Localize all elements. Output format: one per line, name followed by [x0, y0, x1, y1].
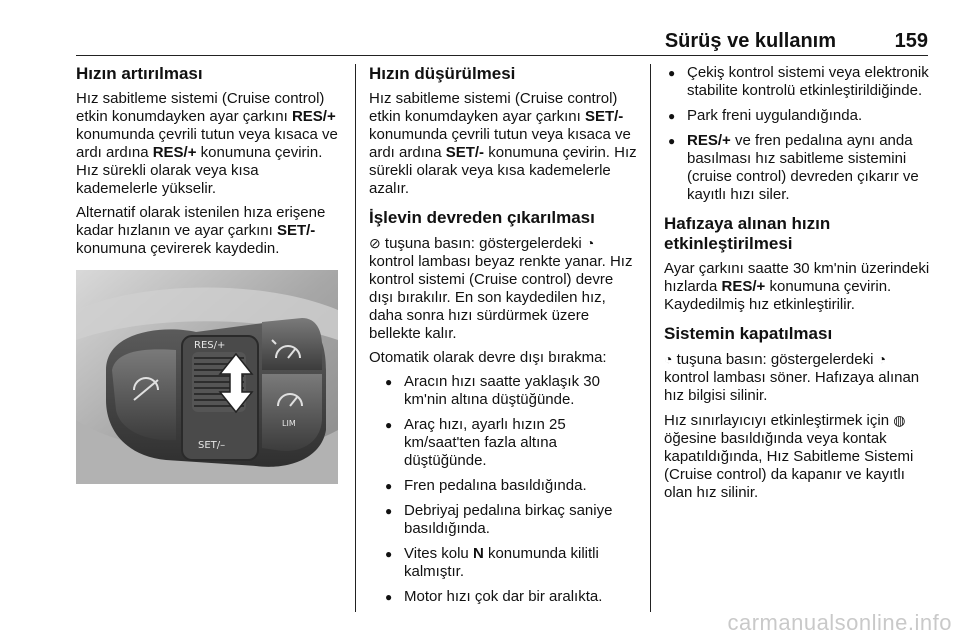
watermark: carmanualsonline.info: [727, 610, 952, 635]
text-run: Ayar çarkını saatte 30 km'nin üzerindeki hızlarda: [664, 260, 930, 295]
bold-term-set: SET/-: [445, 144, 485, 161]
section-heading-deactivation: İşlevin devreden çıkarılması: [369, 208, 595, 227]
bold-term-res: RES/+: [152, 144, 197, 161]
section-heading-switch-off: Sistemin kapatılması: [664, 324, 833, 343]
bold-term-set: SET/-: [276, 222, 316, 239]
lim-label: LIM: [282, 419, 296, 428]
column-divider-1: [355, 64, 356, 612]
section-heading-speed-increase: Hızın artırılması: [76, 64, 203, 83]
text-run: Vites kolu: [404, 545, 473, 562]
text-run: konumuna çevirerek kaydedin.: [76, 240, 280, 257]
list-item: ● Araç hızı, ayarlı hızın 25 km/saat'ten fazla altına düştüğünde.: [381, 416, 637, 470]
page-header: [76, 26, 928, 56]
cruise-control-lamp-icon: ◔: [877, 351, 887, 367]
auto-deactivation-list: [381, 373, 637, 606]
paragraph-limiter: [664, 411, 932, 502]
bold-term-res: RES/+: [721, 278, 766, 295]
list-item: ● Motor hızı çok dar bir aralıkta.: [381, 588, 637, 606]
list-item: [664, 132, 932, 204]
column-divider-2: [650, 64, 651, 612]
paragraph-switch-off: [664, 350, 932, 405]
text-run: kontrol lambası söner. Hafızaya alınan hız bilgisi silinir.: [664, 369, 920, 404]
speed-limiter-icon: ◍: [893, 412, 906, 428]
bold-term-res: RES/+: [291, 108, 336, 125]
text-run: konumunda kilitli kalmıştır.: [404, 545, 599, 580]
list-item: ● Fren pedalına basıldığında.: [381, 477, 637, 495]
paragraph-auto-deactivation-intro: Otomatik olarak devre dışı bırakma:: [369, 349, 607, 366]
text-run: kontrol lambası beyaz renkte yanar. Hız kontrol sistemi (Cruise control) devre dışı bırakılır. En son kaydedilen hız, daha sonra hızı sürdürmek üzere bellekte kalır.: [369, 253, 633, 342]
bold-term-set: SET/-: [584, 108, 624, 125]
list-item: ● Çekiş kontrol sistemi veya elektronik stabilite kontrolü etkinleştirildiğinde.: [664, 64, 932, 100]
cruise-control-lamp-icon: ◔: [664, 351, 673, 367]
text-run: öğesine basıldığında veya kontak kapatıldığında, Hız Sabitleme Sistemi (Cruise control) da kapanır ve kayıtlı olan hız silinir.: [664, 430, 914, 501]
column-3: [664, 64, 932, 508]
paragraph-speed-increase: [76, 90, 344, 198]
steering-wheel-illustration: [76, 270, 338, 484]
text-run: Hız sabitleme sistemi (Cruise control) etkin konumdayken ayar çarkını: [369, 90, 618, 125]
text-run: ve fren pedalına aynı anda basılması hız sabitleme sistemini (cruise control) devreden çıkarır ve kayıtlı hızı siler.: [687, 132, 919, 203]
steering-wheel-controls-figure: [76, 270, 338, 484]
paragraph-deactivation: [369, 234, 637, 343]
bold-term-res: RES/+: [687, 132, 731, 149]
text-run: konumunda çevrili tutun veya kısaca ve ardı ardına: [76, 126, 338, 161]
bold-term-n: N: [472, 545, 484, 562]
paragraph-speed-decrease: [369, 90, 637, 198]
list-item: ● Debriyaj pedalına birkaç saniye basıldığında.: [381, 502, 637, 538]
cancel-cruise-icon: ⊘: [369, 235, 381, 251]
page-number: 159: [894, 30, 928, 52]
paragraph-resume-speed: [664, 260, 932, 314]
text-run: Hız sınırlayıcıyı etkinleştirmek için: [664, 412, 894, 429]
list-item: [381, 545, 637, 581]
auto-deactivation-list-continued: [664, 64, 932, 204]
section-heading-speed-decrease: Hızın düşürülmesi: [369, 64, 516, 83]
text-run: konumuna çevirin. Hız sürekli olarak veya kısa kademelerle azalır.: [369, 144, 637, 197]
text-run: Alternatif olarak istenilen hıza erişene kadar hızlanın ve ayar çarkını: [76, 204, 326, 239]
text-run: tuşuna basın: göstergelerdeki: [380, 235, 586, 252]
list-item: ● Park freni uygulandığında.: [664, 107, 932, 125]
column-2: [369, 64, 637, 613]
header-title: Sürüş ve kullanım: [664, 30, 836, 52]
section-heading-resume-speed: Hafızaya alınan hızın etkinleştirilmesi: [664, 214, 831, 253]
text-run: Hız sabitleme sistemi (Cruise control) etkin konumdayken ayar çarkını: [76, 90, 325, 125]
text-run: tuşuna basın: göstergelerdeki: [672, 351, 878, 368]
list-item: ● Aracın hızı saatte yaklaşık 30 km'nin altına düştüğünde.: [381, 373, 637, 409]
set-label: SET/–: [198, 440, 226, 451]
text-run: konumuna çevirin. Kaydedilmiş hız etkinleştirilir.: [664, 278, 892, 313]
cruise-control-lamp-icon: ◔: [585, 235, 595, 251]
text-run: konumuna çevirin. Hız sürekli olarak veya kısa kademelerle yükselir.: [76, 144, 323, 197]
paragraph-alternative: [76, 204, 344, 258]
column-1: [76, 64, 344, 264]
res-label: RES/+: [194, 340, 226, 351]
text-run: konumunda çevrili tutun veya kısaca ve ardı ardına: [369, 126, 631, 161]
